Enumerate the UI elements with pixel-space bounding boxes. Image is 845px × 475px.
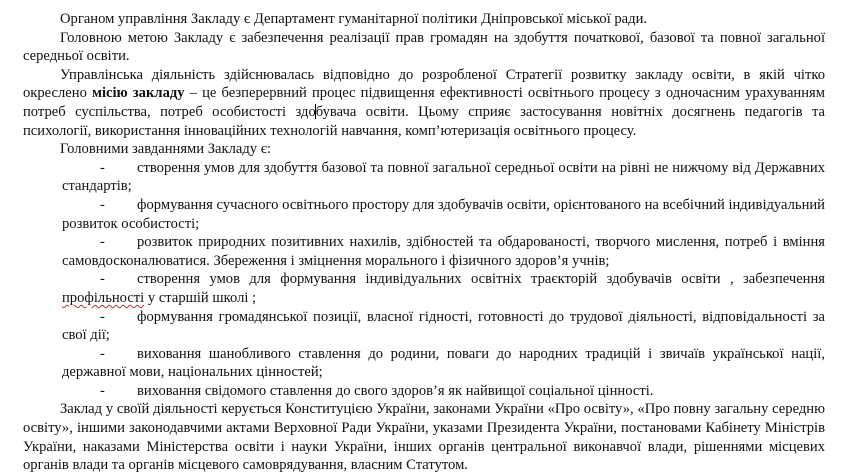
- list-item: [23, 159, 825, 196]
- list-dash: -: [100, 382, 105, 399]
- list-dash: -: [100, 234, 105, 251]
- paragraph-legal-basis: Заклад у своїй діяльності керується Конституцією України, законами України «Про освіту», «Про повну загальну середню освіту», іншими законодавчими актами Верховної Ради України, указами Президента України, постановами Кабінету Міністрів України, наказами Міністерства освіти і науки України, інших органів центральної виконавчої влади, рішеннями місцевих органів влади та органів місцевого самоврядування, власним Статутом.: [23, 401, 825, 474]
- spellcheck-flagged-word[interactable]: профільності: [62, 289, 145, 306]
- mission-text-after-1: – це безперервний процес підвищення ефективності освітнього процесу з одночасним урахуванням потреб суспільства, потреб особистості здо: [23, 85, 825, 120]
- mission-bold-term: місію закладу: [92, 85, 185, 102]
- list-item-text: створення умов для формування індивідуальних освітніх траєкторій здобувачів освіти , забезпечення: [137, 271, 825, 288]
- list-item-text: створення умов для здобуття базової та повної загальної середньої освіти на рівні не нижчому від Державних стандартів;: [62, 159, 825, 195]
- mission-text-before: Управлінська діяльність здійснювалась відповідно до розробленої Стратегії розвитку закладу освіти, в якій чітко окреслено: [23, 66, 825, 102]
- list-dash: -: [100, 271, 105, 288]
- list-item-text: розвиток природних позитивних нахилів, здібностей та обдарованості, творчого мислення, потреб і вміння самовдосконалюватися. Збереження і зміцнення морального і фізичного здоров’я учнів;: [62, 234, 825, 269]
- paragraph-mission: [23, 66, 825, 140]
- list-item: [23, 270, 825, 307]
- list-item-text: виховання свідомого ставлення до свого здоров’я як найвищої соціальної цінності.: [137, 382, 654, 399]
- list-dash: -: [100, 196, 105, 213]
- list-dash: -: [100, 308, 105, 325]
- tasks-heading: Головними завданнями Закладу є:: [60, 141, 272, 158]
- list-item-text: формування сучасного освітнього простору для здобувачів освіти, орієнтованого на всебічний індивідуальний розвиток особистості;: [62, 196, 825, 232]
- list-item-text: виховання шанобливого ставлення до родини, поваги до народних традицій і звичаїв української нації, державної мови, національних цінностей;: [62, 345, 825, 381]
- list-dash: -: [100, 159, 105, 176]
- list-dash: -: [100, 345, 105, 362]
- paragraph-governing-body: Органом управління Закладу є Департамент гуманітарної політики Дніпровської міської ради.: [60, 11, 648, 27]
- paragraph-main-goal: Головною метою Закладу є забезпечення реалізації прав громадян на здобуття початкової, базової та повної загальної середньої освіти.: [23, 29, 825, 65]
- document-page[interactable]: [23, 10, 825, 475]
- list-item: [23, 382, 825, 401]
- list-item-text: формування громадянської позиції, власної гідності, готовності до трудової діяльності, відповідальності за свої дії;: [62, 308, 825, 344]
- tasks-list: [23, 159, 825, 401]
- list-item-text-after: у старшій школі ;: [144, 289, 257, 306]
- list-item: [23, 196, 825, 233]
- mission-text-after-2: бувача освіти. Цьому сприяє застосування новітніх досягнень педагогів та психології, використання інноваційних технологій навчання, комп’ютеризація освітнього процесу.: [23, 103, 825, 139]
- list-item: [23, 308, 825, 345]
- list-item: [23, 233, 825, 270]
- list-item: [23, 345, 825, 382]
